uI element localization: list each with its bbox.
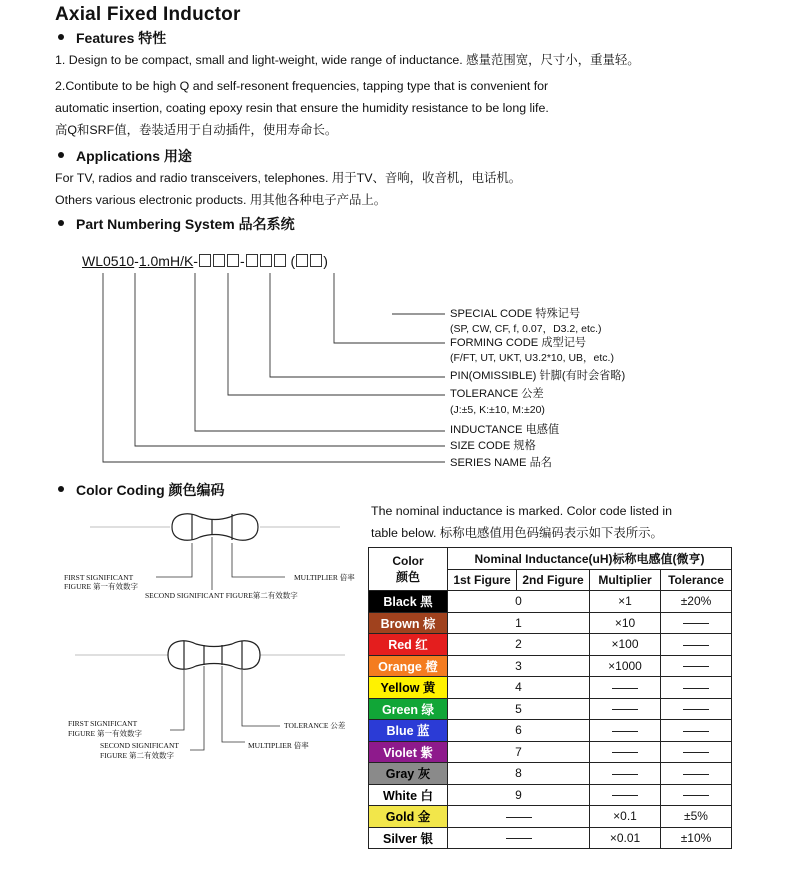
color-name-cell: Gray 灰 <box>369 763 448 785</box>
multiplier-cell <box>590 698 661 720</box>
figure-cell: 0 <box>448 591 590 613</box>
tolerance-cell: ±10% <box>661 827 732 849</box>
empty-dash <box>506 817 532 818</box>
tolerance-cell <box>661 634 732 656</box>
forming-code-label: FORMING CODE 成型记号 <box>450 337 587 349</box>
paren-close: ) <box>323 253 328 269</box>
size-code-label: SIZE CODE 规格 <box>450 440 536 452</box>
color-header-en: Color <box>392 553 424 568</box>
table-row <box>369 655 732 677</box>
d1-multiplier: MULTIPLIER 倍率 <box>294 573 355 582</box>
first-figure-header: 1st Figure <box>448 569 517 591</box>
table-row <box>369 827 732 849</box>
tolerance-cell: ±5% <box>661 806 732 828</box>
color-name-cell: Blue 蓝 <box>369 720 448 742</box>
empty-dash <box>612 795 638 796</box>
features-line-4: 高Q和SRF值，卷装适用于自动插件，使用寿命长。 <box>55 123 338 137</box>
forming-code-options: (F/FT, UT, UKT, U3.2*10, UB，etc.) <box>450 352 614 364</box>
empty-dash <box>683 731 709 732</box>
part-numbering-heading-text: Part Numbering System 品名系统 <box>76 216 295 232</box>
nominal-inductance-header: Nominal Inductance(uH)标称电感值(微亨) <box>448 548 732 570</box>
color-name-cell: White 白 <box>369 784 448 806</box>
figure-cell: 7 <box>448 741 590 763</box>
figure-cell: 5 <box>448 698 590 720</box>
color-name-cell: Black 黑 <box>369 591 448 613</box>
color-coding-heading-text: Color Coding 颜色编码 <box>76 482 225 498</box>
figure-cell: 2 <box>448 634 590 656</box>
separator: - <box>134 253 139 269</box>
figure-cell: 8 <box>448 763 590 785</box>
multiplier-cell: ×0.01 <box>590 827 661 849</box>
table-row <box>369 763 732 785</box>
tolerance-cell <box>661 720 732 742</box>
multiplier-cell <box>590 677 661 699</box>
tolerance-cell <box>661 677 732 699</box>
tolerance-cell: ±20% <box>661 591 732 613</box>
multiplier-header: Multiplier <box>590 569 661 591</box>
figure-cell: 6 <box>448 720 590 742</box>
empty-dash <box>683 688 709 689</box>
bullet-dot <box>58 486 64 492</box>
multiplier-cell <box>590 741 661 763</box>
figure-cell <box>448 806 590 828</box>
empty-dash <box>612 774 638 775</box>
table-row <box>369 698 732 720</box>
table-row <box>369 784 732 806</box>
multiplier-cell <box>590 784 661 806</box>
d2-first-significant-1: FIRST SIGNIFICANT <box>68 719 138 728</box>
tolerance-cell <box>661 784 732 806</box>
table-row <box>369 612 732 634</box>
empty-dash <box>612 688 638 689</box>
page-title: Axial Fixed Inductor <box>55 4 241 25</box>
empty-dash <box>612 731 638 732</box>
color-name-cell: Green 绿 <box>369 698 448 720</box>
figure-cell: 9 <box>448 784 590 806</box>
figure-cell <box>448 827 590 849</box>
applications-line-2: Others various electronic products. 用其他各种电子产品上。 <box>55 193 387 207</box>
color-header <box>369 548 448 591</box>
empty-dash <box>683 645 709 646</box>
applications-heading-text: Applications 用途 <box>76 148 192 164</box>
multiplier-cell: ×100 <box>590 634 661 656</box>
special-code-options: (SP, CW, CF, f, 0.07，D3.2, etc.) <box>450 323 602 335</box>
inductance-label: INDUCTANCE 电感值 <box>450 424 560 436</box>
color-header-zh: 颜色 <box>395 569 420 584</box>
d2-tolerance: TOLERANCE 公差 <box>284 721 346 730</box>
features-line-2: 2.Contibute to be high Q and self-resonent frequencies, tapping type that is convenient for <box>55 79 549 93</box>
empty-dash <box>506 838 532 839</box>
d2-multiplier: MULTIPLIER 倍率 <box>248 741 309 750</box>
series-segment: WL0510 <box>82 253 135 269</box>
d1-first-significant-2: FIGURE 第一有效数字 <box>64 582 138 591</box>
tolerance-label: TOLERANCE 公差 <box>450 388 544 400</box>
second-figure-header: 2nd Figure <box>517 569 590 591</box>
d1-second-significant: SECOND SIGNIFICANT FIGURE第二有效数字 <box>145 591 298 600</box>
multiplier-cell <box>590 720 661 742</box>
special-code-label: SPECIAL CODE 特殊记号 <box>450 308 581 320</box>
paren-open: ( <box>290 253 296 269</box>
multiplier-cell: ×0.1 <box>590 806 661 828</box>
empty-dash <box>683 709 709 710</box>
table-row <box>369 720 732 742</box>
color-note-line-2: table below. 标称电感值用色码编码表示如下表所示。 <box>371 526 663 540</box>
empty-dash <box>683 623 709 624</box>
tolerance-cell <box>661 741 732 763</box>
color-code-table <box>368 547 732 849</box>
color-name-cell: Orange 橙 <box>369 655 448 677</box>
tolerance-cell <box>661 612 732 634</box>
empty-dash <box>683 666 709 667</box>
table-row <box>369 634 732 656</box>
multiplier-cell: ×1 <box>590 591 661 613</box>
series-name-label: SERIES NAME 品名 <box>450 457 552 469</box>
tolerance-cell <box>661 763 732 785</box>
pin-label: PIN(OMISSIBLE) 针脚(有时会省略) <box>450 370 626 382</box>
tolerance-cell <box>661 655 732 677</box>
figure-cell: 3 <box>448 655 590 677</box>
color-name-cell: Red 红 <box>369 634 448 656</box>
color-note-line-1: The nominal inductance is marked. Color code listed in <box>371 504 672 518</box>
d1-first-significant-1: FIRST SIGNIFICANT <box>64 573 134 582</box>
empty-dash <box>683 795 709 796</box>
features-line-3: automatic insertion, coating epoxy resin that ensure the humidity resistance to be long life. <box>55 101 549 115</box>
color-name-cell: Silver 银 <box>369 827 448 849</box>
color-code-table-wrap <box>368 547 732 849</box>
d2-second-significant-2: FIGURE 第二有效数字 <box>100 751 174 760</box>
table-row <box>369 741 732 763</box>
features-heading-text: Features 特性 <box>76 30 167 46</box>
multiplier-cell: ×1000 <box>590 655 661 677</box>
tolerance-cell <box>661 698 732 720</box>
color-name-cell: Yellow 黄 <box>369 677 448 699</box>
table-row <box>369 806 732 828</box>
multiplier-cell: ×10 <box>590 612 661 634</box>
color-name-cell: Brown 棕 <box>369 612 448 634</box>
empty-dash <box>683 774 709 775</box>
color-name-cell: Violet 紫 <box>369 741 448 763</box>
separator: - <box>239 253 245 269</box>
empty-dash <box>683 752 709 753</box>
features-line-1: 1. Design to be compact, small and light-weight, wide range of inductance. 感量范围宽，尺寸小，重量轻。 <box>55 53 640 67</box>
separator: - <box>193 253 198 269</box>
inductance-segment: 1.0mH/K <box>138 253 194 269</box>
tolerance-header: Tolerance <box>661 569 732 591</box>
applications-line-1: For TV, radios and radio transceivers, telephones. 用于TV、音响，收音机，电话机。 <box>55 171 522 185</box>
multiplier-cell <box>590 763 661 785</box>
color-coding-heading <box>58 480 225 500</box>
d2-second-significant-1: SECOND SIGNIFICANT <box>100 741 179 750</box>
table-row <box>369 591 732 613</box>
table-row <box>369 677 732 699</box>
d2-first-significant-2: FIGURE 第一有效数字 <box>68 729 142 738</box>
figure-cell: 1 <box>448 612 590 634</box>
color-name-cell: Gold 金 <box>369 806 448 828</box>
empty-dash <box>612 709 638 710</box>
figure-cell: 4 <box>448 677 590 699</box>
tolerance-options: (J:±5, K:±10, M:±20) <box>450 404 545 416</box>
empty-dash <box>612 752 638 753</box>
